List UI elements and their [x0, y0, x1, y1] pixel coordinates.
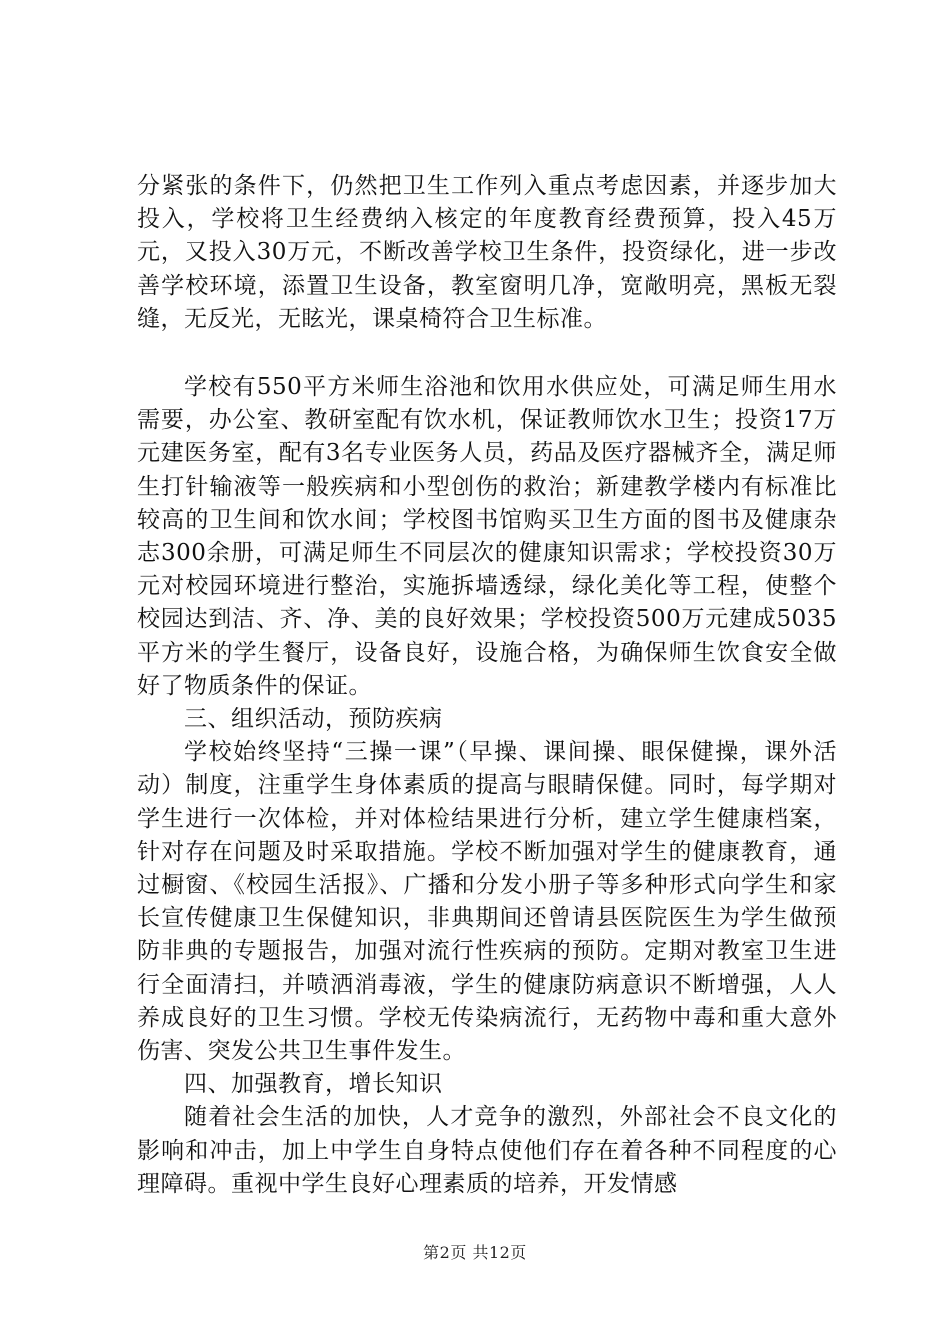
paragraph-education: 随着社会生活的加快，人才竞争的激烈，外部社会不良文化的影响和冲击，加上中学生自身特点使他们存在着各种不同程度的心理障碍。重视中学生良好心理素质的培养，开发情感 [137, 1104, 837, 1197]
document-body [137, 170, 837, 1201]
section-heading-4: 四、加强教育，增长知识 [184, 1071, 443, 1098]
page-footer: 第2页 共12页 [423, 1243, 527, 1262]
paragraph-continuation: 分紧张的条件下，仍然把卫生工作列入重点考虑因素，并逐步加大投入，学校将卫生经费纳入核定的年度教育经费预算，投入45万元，又投入30万元，不断改善学校卫生条件，投资绿化，进一步改善学校环境，添置卫生设备，教室窗明几净，宽敞明亮，黑板无裂缝，无反光，无眩光，课桌椅符合卫生标准。 [137, 173, 837, 332]
paragraph-facilities: 学校有550平方米师生浴池和饮用水供应处，可满足师生用水需要，办公室、教研室配有饮水机，保证教师饮水卫生；投资17万元建医务室，配有3名专业医务人员，药品及医疗器械齐全，满足师生打针输液等一般疾病和小型创伤的救治；新建教学楼内有标准比较高的卫生间和饮水间；学校图书馆购买卫生方面的图书及健康杂志300余册，可满足师生不同层次的健康知识需求；学校投资30万元对校园环境进行整治，实施拆墙透绿，绿化美化等工程，使整个校园达到洁、齐、净、美的良好效果；学校投资500万元建成5035平方米的学生餐厅，设备良好，设施合格，为确保师生饮食安全做好了物质条件的保证。 [137, 374, 837, 699]
section-heading-3: 三、组织活动，预防疾病 [184, 706, 443, 733]
paragraph-activities: 学校始终坚持“三操一课”（早操、课间操、眼保健操，课外活动）制度，注重学生身体素质的提高与眼睛保健。同时，每学期对学生进行一次体检，并对体检结果进行分析，建立学生健康档案，针对存在问题及时采取措施。学校不断加强对学生的健康教育，通过橱窗、《校园生活报》、广播和分发小册子等多种形式向学生和家长宣传健康卫生保健知识，非典期间还曾请县医院医生为学生做预防非典的专题报告，加强对流行性疾病的预防。定期对教室卫生进行全面清扫，并喷洒消毒液，学生的健康防病意识不断增强，人人养成良好的卫生习惯。学校无传染病流行，无药物中毒和重大意外伤害、突发公共卫生事件发生。 [137, 739, 837, 1065]
